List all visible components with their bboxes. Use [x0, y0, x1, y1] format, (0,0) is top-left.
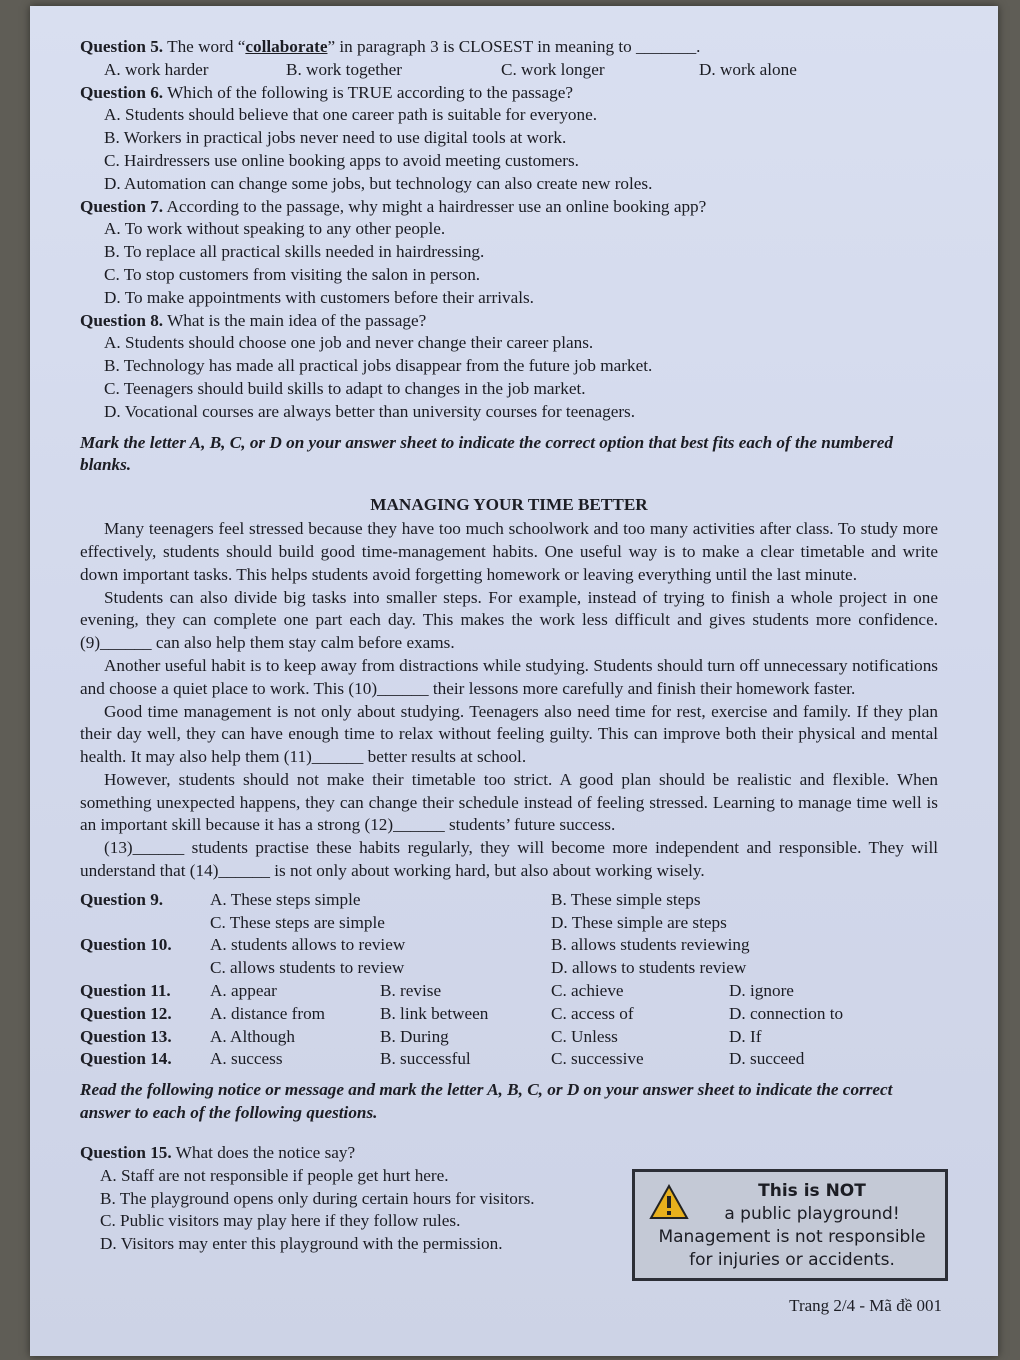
option: B. revise [380, 981, 442, 1001]
question-5: Question 5. The word “collaborate” in paragraph 3 is CLOSEST in meaning to _______. [80, 37, 701, 56]
option: C. Public visitors may play here if they follow rules. [100, 1211, 461, 1231]
option: C. Teenagers should build skills to adapt to changes in the job market. [104, 378, 586, 398]
notice-line: for injuries or accidents. [689, 1249, 895, 1270]
passage-paragraph: Good time management is not only about studying. Teenagers also need time for rest, exercise and family. If they plan their day well, they can have enough time to relax without feeling guilty. This can improve both their physical and mental health. It may also help them (11)______ better results at school. [80, 701, 938, 767]
option: D. work alone [699, 59, 797, 79]
option: D. connection to [729, 1003, 844, 1023]
option: B. Workers in practical jobs never need to use digital tools at work. [104, 128, 567, 148]
option: D. ignore [729, 981, 794, 1001]
notice-area [80, 1165, 938, 1295]
question-6: Question 6. Which of the following is TRUE according to the passage? [80, 82, 573, 102]
option: D. These simple are steps [551, 912, 727, 932]
passage-title: MANAGING YOUR TIME BETTER [370, 495, 648, 515]
question-10: Question 10. A. students allows to review B. allows students reviewing C. allows students to review D. allows to students review [80, 934, 938, 980]
notice-line: This is NOT [758, 1180, 866, 1201]
option: A. distance from [210, 1003, 326, 1023]
option: D. allows to students review [551, 958, 747, 978]
passage-paragraph: Another useful habit is to keep away from distractions while studying. Students should turn off unnecessary notifications and choose a quiet place to work. This (10)______ their lessons more carefully and finish their homework faster. [80, 655, 938, 698]
option: C. These steps are simple [210, 912, 385, 932]
option: B. During [380, 1026, 449, 1046]
option: D. Visitors may enter this playground with the permission. [100, 1234, 503, 1254]
option: A. Students should believe that one career path is suitable for everyone. [104, 105, 598, 125]
option: D. succeed [729, 1049, 805, 1069]
option: A. To work without speaking to any other people. [104, 219, 446, 239]
passage-paragraph: However, students should not make their timetable too strict. A good plan should be realistic and flexible. When something unexpected happens, they can change their schedule instead of feeling stressed. Learning to manage time well is an important skill because it has a strong (12)______ students’ future success. [80, 769, 938, 835]
option: C. achieve [551, 981, 624, 1001]
option: C. To stop customers from visiting the salon in person. [104, 264, 481, 284]
option: B. successful [380, 1049, 471, 1069]
passage-paragraph: Students can also divide big tasks into smaller steps. For example, instead of trying to finish a whole project in one evening, they can complete one part each day. This makes the work less difficult and gives students more confidence. (9)______ can also help them stay calm before exams. [80, 587, 938, 653]
passage-paragraph: (13)______ students practise these habits regularly, they will become more independent and responsible. They will understand that (14)______ is not only about working hard, but also about working wisely. [80, 838, 938, 881]
option: B. These simple steps [551, 889, 701, 909]
option: D. To make appointments with customers before their arrivals. [104, 287, 534, 307]
option: A. Staff are not responsible if people get hurt here. [100, 1165, 449, 1185]
option: A. students allows to review [210, 935, 406, 955]
notice-line: Management is not responsible [658, 1226, 926, 1247]
cloze-instruction: Mark the letter A, B, C, or D on your answer sheet to indicate the correct option that best fits each of the numbered blanks. [80, 432, 893, 475]
notice-sign [632, 1169, 948, 1281]
question-8: Question 8. What is the main idea of the passage? [80, 310, 427, 330]
option: B. allows students reviewing [551, 935, 750, 955]
notice-instruction: Read the following notice or message and mark the letter A, B, C, or D on your answer sheet to indicate the correct answer to each of the following questions. [80, 1080, 893, 1123]
keyword-collaborate: collaborate [245, 37, 328, 56]
option: C. access of [551, 1003, 634, 1023]
question-14: Question 14. A. success B. successful C. successive D. succeed [80, 1048, 938, 1071]
option: C. Hairdressers use online booking apps to avoid meeting customers. [104, 150, 579, 170]
option: D. Automation can change some jobs, but technology can also create new roles. [104, 173, 653, 193]
passage-paragraph: Many teenagers feel stressed because they have too much schoolwork and too many activities after class. To study more effectively, students should build good time-management habits. One useful way is to make a clear timetable and write down important tasks. This helps students avoid forgetting homework or leaving everything until the last minute. [80, 519, 938, 584]
question-12: Question 12. A. distance from B. link between C. access of D. connection to [80, 1003, 938, 1026]
option: C. Unless [551, 1026, 618, 1046]
page-footer: Trang 2/4 - Mã đề 001 [789, 1296, 942, 1315]
option: C. allows students to review [210, 958, 405, 978]
option: B. work together [286, 59, 402, 79]
question-15-options [100, 1165, 620, 1256]
option: A. work harder [104, 59, 209, 79]
question-5-options [80, 59, 938, 82]
option: A. Students should choose one job and never change their career plans. [104, 333, 594, 353]
option: A. appear [210, 981, 277, 1001]
option: B. The playground opens only during certain hours for visitors. [100, 1188, 535, 1208]
question-7: Question 7. According to the passage, why might a hairdresser use an online booking app? [80, 196, 707, 216]
question-9: Question 9. A. These steps simple B. These simple steps C. These steps are simple D. These simple are steps [80, 889, 938, 935]
exam-page [30, 6, 998, 1356]
option: D. Vocational courses are always better than university courses for teenagers. [104, 401, 636, 421]
option: B. link between [380, 1003, 489, 1023]
question-11: Question 11. A. appear B. revise C. achieve D. ignore [80, 980, 938, 1003]
question-13: Question 13. A. Although B. During C. Unless D. If [80, 1026, 938, 1049]
option: A. These steps simple [210, 889, 361, 909]
option: B. To replace all practical skills needed in hairdressing. [104, 242, 485, 262]
option: D. If [729, 1026, 762, 1046]
page-content [80, 36, 938, 1295]
warning-triangle-icon [649, 1184, 689, 1220]
option: A. success [210, 1049, 283, 1069]
option: C. successive [551, 1049, 644, 1069]
question-15: Question 15. What does the notice say? [80, 1143, 356, 1163]
notice-line: a public playground! [724, 1203, 900, 1224]
option: A. Although [210, 1026, 295, 1046]
option: B. Technology has made all practical jobs disappear from the future job market. [104, 356, 653, 376]
option: C. work longer [501, 59, 605, 79]
